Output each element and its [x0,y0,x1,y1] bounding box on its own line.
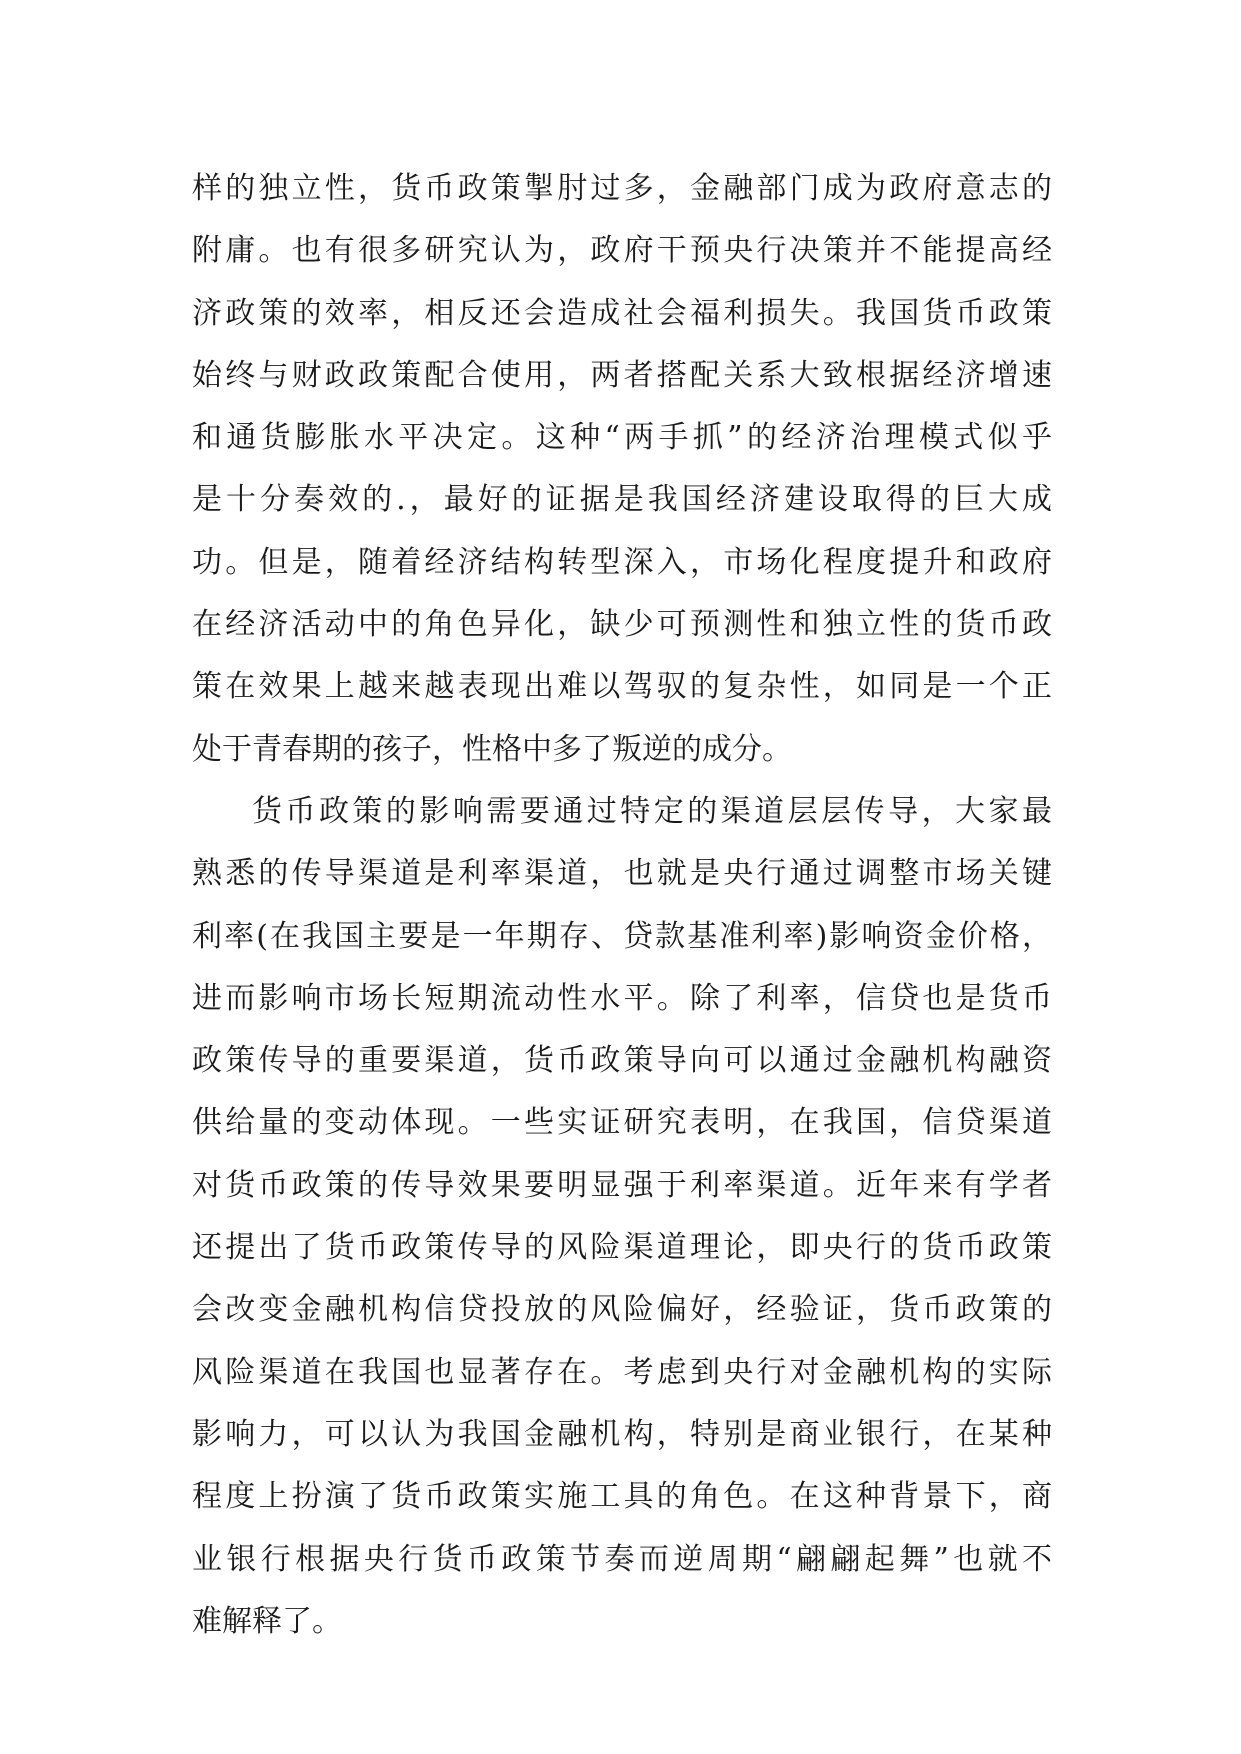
text-line: 策在效果上越来越表现出难以驾驭的复杂性，如同是一个正 [192,669,1052,705]
text-line: 处于青春期的孩子，性格中多了叛逆的成分。 [192,731,792,767]
text-line: 样的独立性，货币政策掣肘过多，金融部门成为政府意志的 [192,171,1052,206]
text-line: 业银行根据央行货币政策节奏而逆周期“翩翩起舞”也就不 [192,1541,1052,1577]
text-line: 难解释了。 [192,1603,342,1639]
text-line: 还提出了货币政策传导的风险渠道理论，即央行的货币政策 [192,1230,1052,1266]
text-line: 功。但是，随着经济结构转型深入，市场化程度提升和政府 [192,544,1052,580]
text-line: 对货币政策的传导效果要明显强于利率渠道。近年来有学者 [192,1167,1052,1203]
text-line: 熟悉的传导渠道是利率渠道，也就是央行通过调整市场关键 [192,856,1052,892]
text-line: 会改变金融机构信贷投放的风险偏好，经验证，货币政策的 [192,1292,1052,1328]
text-line: 政策传导的重要渠道，货币政策导向可以通过金融机构融资 [192,1043,1052,1079]
text-line: 利率(在我国主要是一年期存、贷款基准利率)影响资金价格， [192,918,1052,954]
text-line: 影响力，可以认为我国金融机构，特别是商业银行，在某种 [192,1416,1052,1452]
text-line: 是十分奏效的.，最好的证据是我国经济建设取得的巨大成 [192,482,1052,518]
text-line: 程度上扮演了货币政策实施工具的角色。在这种背景下，商 [192,1479,1052,1515]
text-line: 和通货膨胀水平决定。这种“两手抓”的经济治理模式似乎 [192,420,1052,456]
text-line: 风险渠道在我国也显著存在。考虑到央行对金融机构的实际 [192,1354,1052,1390]
text-line: 供给量的变动体现。一些实证研究表明，在我国，信贷渠道 [192,1105,1052,1141]
text-line: 附庸。也有很多研究认为，政府干预央行决策并不能提高经 [192,233,1052,269]
text-line: 在经济活动中的角色异化，缺少可预测性和独立性的货币政 [192,607,1052,643]
text-line: 济政策的效率，相反还会造成社会福利损失。我国货币政策 [192,295,1052,331]
text-line: 货币政策的影响需要通过特定的渠道层层传导，大家最 [252,793,1052,829]
text-line: 进而影响市场长短期流动性水平。除了利率，信贷也是货币 [192,980,1052,1016]
body-text [192,158,1052,1653]
text-line: 始终与财政政策配合使用，两者搭配关系大致根据经济增速 [192,357,1052,393]
